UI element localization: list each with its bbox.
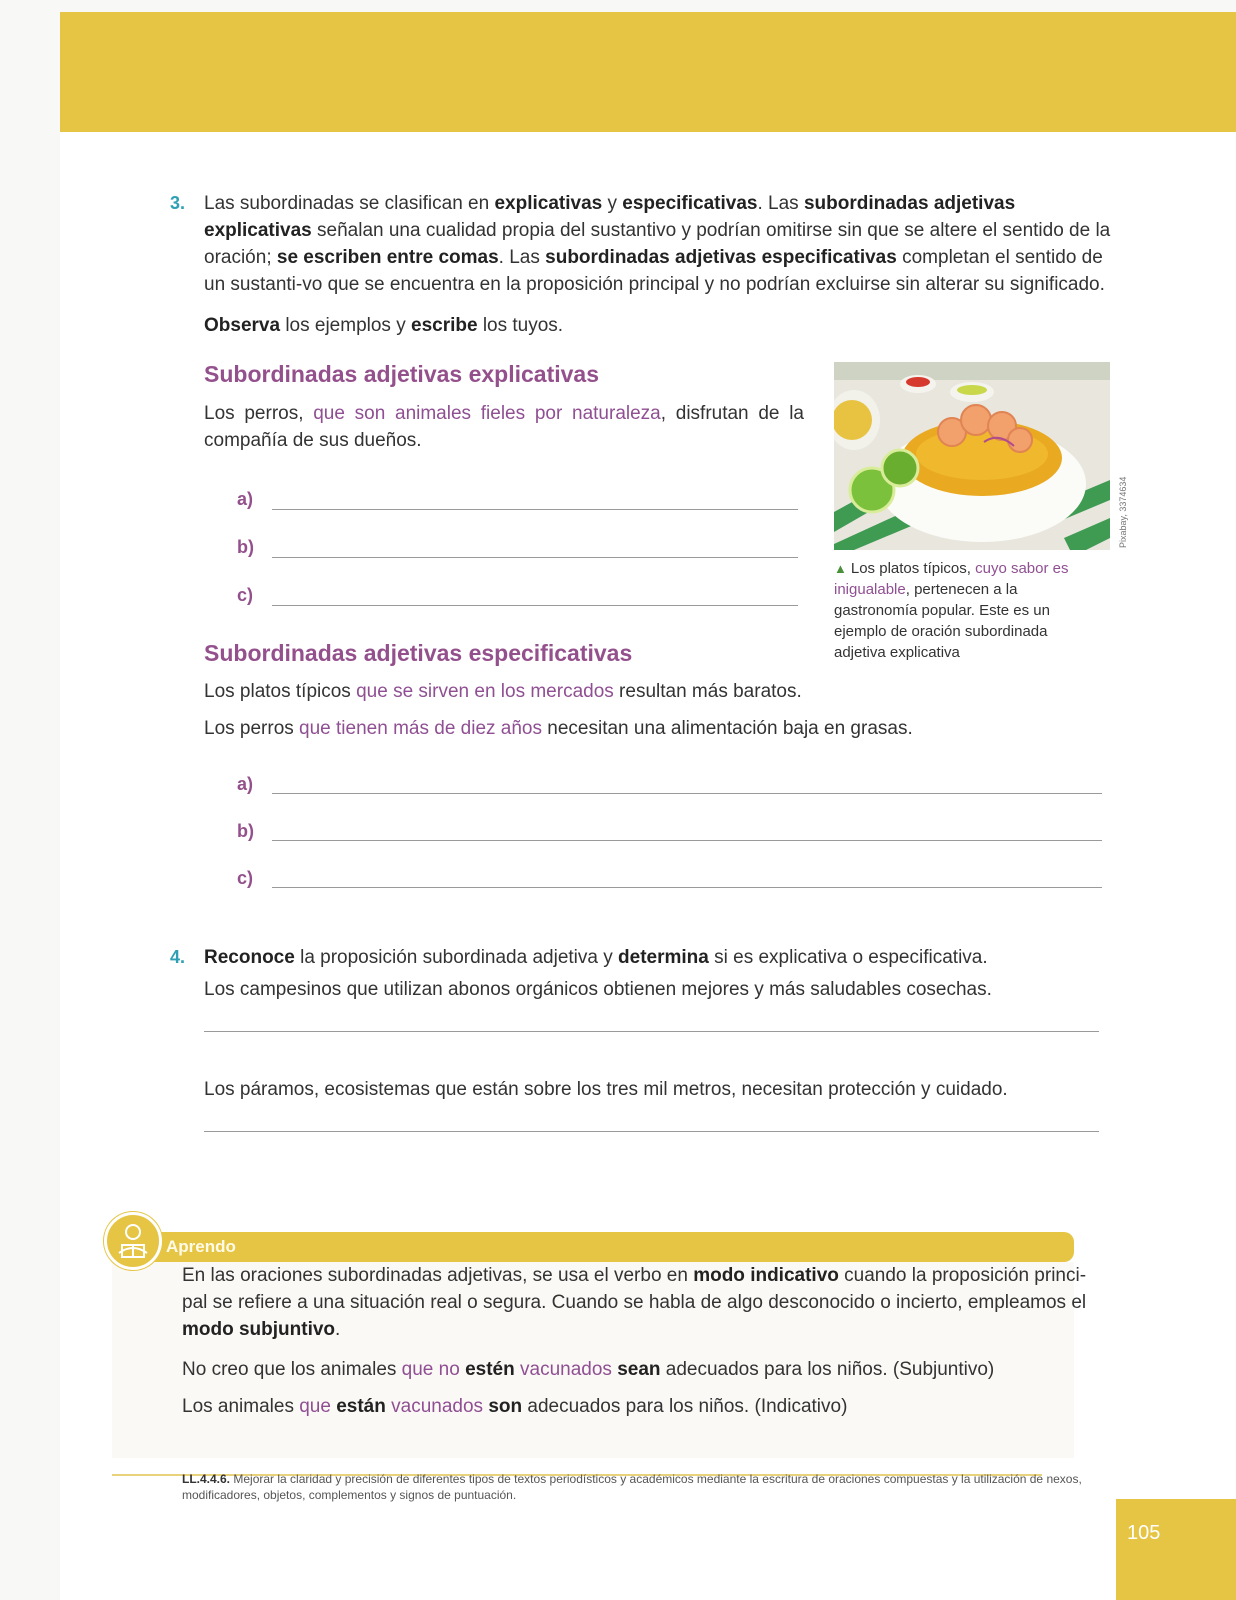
page-number-tab <box>1116 1499 1236 1600</box>
text-segment: cuyo sabor es inigualable <box>834 560 1069 598</box>
answer-label-c2: c) <box>237 868 254 888</box>
answer-line-b[interactable] <box>272 557 798 558</box>
text-segment: modo subjuntivo <box>182 1319 336 1340</box>
answer-line-4-2[interactable] <box>204 1131 1099 1132</box>
text-segment: la proposición subordinada adjetiva y <box>294 947 619 968</box>
text-segment: Reconoce <box>204 947 295 968</box>
heading-explicativas: Subordinadas adjetivas explicativas <box>204 361 599 387</box>
example-especificativa-2 <box>204 715 1084 742</box>
answer-line-b2[interactable] <box>272 840 1102 841</box>
food-photo <box>834 362 1110 550</box>
answer-line-a2[interactable] <box>272 793 1102 794</box>
text-segment: , pertenecen a la gastronomía popular. Este es un ejemplo de oración subordinada adjetiva explicativa <box>834 581 1050 661</box>
text-segment: que tienen más de diez años <box>299 718 542 739</box>
text-segment: si es explicativa o especificativa. <box>708 947 988 968</box>
answer-label-a2: a) <box>237 774 254 794</box>
aprendo-example-2 <box>182 1393 1102 1420</box>
text-segment: subordinadas adjetivas especificativas <box>545 247 897 268</box>
text-segment: cuando la proposición princi-pal se refiere a una situación real o segura. Cuando se habla de algo desconocido o incierto, empleamos el <box>182 1265 1087 1313</box>
text-segment: que no <box>401 1359 466 1380</box>
aprendo-bar <box>112 1232 1074 1262</box>
text-segment: , disfrutan de la compañía de sus dueños. <box>204 403 804 451</box>
exercise-4-sentence-1: Los campesinos que utilizan abonos orgánicos obtienen mejores y más saludables cosechas. <box>204 979 992 1000</box>
text-segment: adecuados para los niños. (Subjuntivo) <box>660 1359 995 1380</box>
reading-person-icon <box>107 1215 159 1267</box>
standard-code: LL.4.4.6. <box>182 1472 231 1486</box>
text-segment: los tuyos. <box>477 315 564 336</box>
aprendo-example-1 <box>182 1356 1102 1383</box>
text-segment: En las oraciones subordinadas adjetivas, se usa el verbo en <box>182 1265 694 1286</box>
text-segment: necesitan una alimentación baja en grasas. <box>542 718 913 739</box>
photo-caption-text <box>834 560 1069 661</box>
text-segment: determina <box>618 947 709 968</box>
header-band <box>60 12 1236 132</box>
text-segment: Los animales <box>182 1396 300 1417</box>
text-segment: los ejemplos y <box>280 315 411 336</box>
exercise-4-instruction <box>204 944 1104 971</box>
answer-label-a: a) <box>237 489 254 509</box>
exercise-3-instruction <box>204 312 804 339</box>
photo-credit: Pixabay, 3374634 <box>1118 476 1128 548</box>
text-segment: y <box>602 193 623 214</box>
text-segment: están <box>336 1396 386 1417</box>
text-segment: resultan más baratos. <box>613 681 802 702</box>
standard-text: Mejorar la claridad y precisión de diferentes tipos de textos periodísticos y académicos mediante la escritura de oraciones compuestas y la utilización de nexos, modificadores, objetos, complementos y signos de puntuación. <box>182 1472 1082 1502</box>
exercise-4-sentence-2: Los páramos, ecosistemas que están sobre los tres mil metros, necesitan protección y cuidado. <box>204 1079 1008 1100</box>
photo-caption <box>834 558 1094 663</box>
text-segment: . <box>335 1319 341 1340</box>
text-segment: Los platos típicos, <box>850 560 976 577</box>
text-segment: Los perros <box>204 718 300 739</box>
text-segment: que se sirven en los mercados <box>356 681 614 702</box>
text-segment: vacunados <box>514 1359 612 1380</box>
triangle-icon: ▲ <box>834 561 847 576</box>
text-segment: explicativas <box>494 193 603 214</box>
text-segment: estén <box>465 1359 515 1380</box>
text-segment: Observa <box>204 315 281 336</box>
aprendo-badge <box>104 1212 162 1270</box>
example-especificativa-1 <box>204 678 1084 705</box>
text-segment: vacunados <box>385 1396 484 1417</box>
aprendo-text <box>182 1262 1102 1343</box>
text-segment: subordinadas adjetivas explicativas <box>204 193 1016 241</box>
text-segment: sean <box>617 1359 661 1380</box>
text-segment: modo indicativo <box>693 1265 839 1286</box>
page-number: 105 <box>1127 1522 1161 1544</box>
text-segment: adecuados para los niños. (Indicativo) <box>522 1396 848 1417</box>
text-segment: señalan una cualidad propia del sustantivo y podrían omitirse sin que se altere el sentido de la oración; <box>204 220 1111 268</box>
exercise-3-number: 3. <box>170 193 186 213</box>
answer-line-a[interactable] <box>272 509 798 510</box>
text-segment: . Las <box>757 193 804 214</box>
answer-label-b2: b) <box>237 821 254 841</box>
text-segment: escribe <box>411 315 478 336</box>
answer-label-c: c) <box>237 585 254 605</box>
answer-line-4-1[interactable] <box>204 1031 1099 1032</box>
text-segment: . Las <box>498 247 546 268</box>
heading-especificativas: Subordinadas adjetivas especificativas <box>204 640 633 666</box>
text-segment: No creo que los animales <box>182 1359 402 1380</box>
answer-line-c[interactable] <box>272 605 798 606</box>
text-segment: especificativas <box>622 193 758 214</box>
text-segment: Los perros, <box>204 403 314 424</box>
exercise-3-intro <box>204 190 1114 298</box>
text-segment: Las subordinadas se clasifican en <box>204 193 495 214</box>
text-segment: son <box>488 1396 523 1417</box>
text-segment: completan el sentido de un sustanti-vo que se encuentra en la proposición principal y no podrían excluirse sin alterar su significado. <box>204 247 1105 295</box>
text-segment: Los platos típicos <box>204 681 357 702</box>
answer-line-c2[interactable] <box>272 887 1102 888</box>
text-segment: que son animales fieles por naturaleza <box>313 403 661 424</box>
aprendo-title: Aprendo <box>166 1237 236 1256</box>
exercise-4-number: 4. <box>170 947 186 967</box>
example-explicativa <box>204 400 804 454</box>
text-segment: se escriben entre comas <box>276 247 499 268</box>
curriculum-standard <box>182 1471 1092 1503</box>
answer-label-b: b) <box>237 537 254 557</box>
text-segment: que <box>299 1396 337 1417</box>
